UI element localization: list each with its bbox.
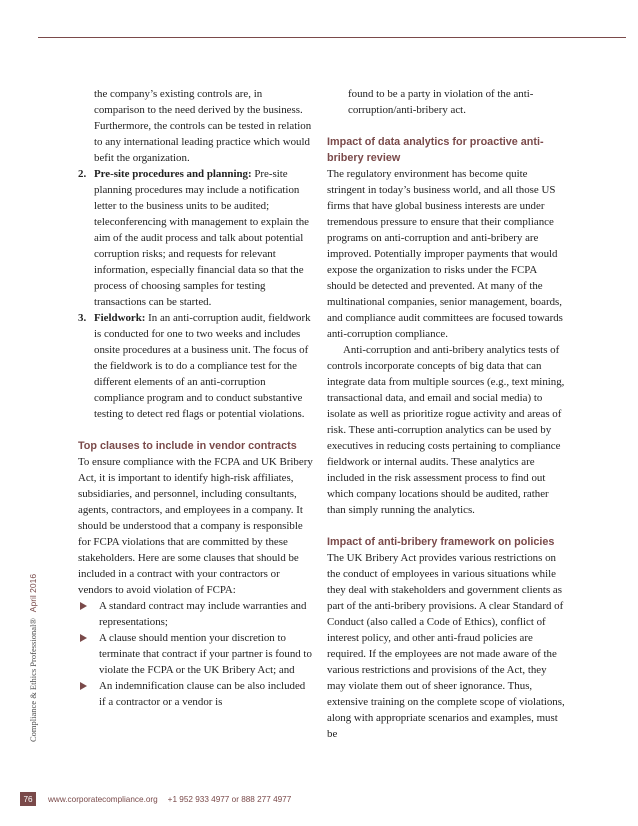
bullet-text: An indemnification clause can be also included if a contractor or a vendor is bbox=[99, 680, 306, 708]
item-text: In an anti-corruption audit, fieldwork is conducted for one to two weeks and includes onsite procedures at a business unit. The focus of the fieldwork is to do a compliance test for the different elements of an anti-corruption compliance program and to conduct substantive testing to detect red flags or potential violations. bbox=[94, 312, 311, 420]
top-rule bbox=[38, 37, 626, 38]
section-paragraph: The regulatory environment has become quite stringent in today’s business world, and all those US firms that have global business interests are under tremendous pressure to ensure that their compliance programs on anti-corruption and anti-bribery are improved. Potentially improper payments that would expose the organization to risks under the FCPA should be detected and prevented. At many of the multinational companies, senior management, boards, and compliance audit committees are focused towards anti-corruption compliance. bbox=[327, 168, 563, 340]
bullet-continuation: found to be a party in violation of the anti-corruption/anti-bribery act. bbox=[348, 88, 534, 116]
numbered-item-2 bbox=[78, 166, 314, 310]
bullet-item bbox=[78, 630, 314, 678]
bullet-item bbox=[78, 598, 314, 630]
item-number: 2. bbox=[78, 168, 87, 180]
vertical-running-header bbox=[28, 574, 38, 742]
bullet-item bbox=[78, 678, 314, 710]
page-footer bbox=[20, 791, 291, 807]
triangle-bullet-icon bbox=[80, 634, 87, 642]
section-heading-anti-bribery-framework: Impact of anti-bribery framework on policies bbox=[327, 536, 555, 548]
triangle-bullet-icon bbox=[80, 682, 87, 690]
publication-name: Compliance & Ethics Professional® bbox=[28, 618, 38, 742]
section-paragraph: Anti-corruption and anti-bribery analytics tests of controls incorporate concepts of big data that can integrate data from multiple sources (e.g., text mining, transactional data, and email and social media) to isolate as well as prioritize rogue activity and areas of risk. These anti-corruption analytics can be used by executives in reducing costs pertaining to compliance fieldwork or internal audits. These analytics are included in the risk assessment process to find out which company locations should be audited, rather than simply running the analytics. bbox=[327, 344, 565, 516]
bullet-text: A clause should mention your discretion to terminate that contract if your partner is found to violate the FCPA or the UK Bribery Act; and bbox=[99, 632, 312, 676]
left-column bbox=[78, 86, 314, 710]
issue-date: April 2016 bbox=[28, 573, 38, 613]
item-title: Pre-site procedures and planning: bbox=[94, 168, 252, 180]
right-column bbox=[327, 86, 565, 742]
website-link[interactable]: www.corporatecompliance.org bbox=[48, 794, 158, 804]
item-number: 3. bbox=[78, 312, 87, 324]
section-paragraph: To ensure compliance with the FCPA and UK Bribery Act, it is important to identify high-risk affiliates, subsidiaries, and personnel, including consultants, agents, contractors, and employees in a company. It should be understood that a company is responsible for FCPA violations that are committed by these stakeholders. Here are some clauses that should be included in a contract with your contractors or vendors to avoid violation of FCPA: bbox=[78, 456, 313, 596]
item-title: Fieldwork: bbox=[94, 312, 146, 324]
page-number: 76 bbox=[20, 792, 36, 806]
phone-numbers: +1 952 933 4977 or 888 277 4977 bbox=[167, 794, 292, 804]
section-paragraph: The UK Bribery Act provides various restrictions on the conduct of employees in various situations while they deal with stakeholders and government clients as part of the anti-bribery provisions. A clear Standard of Conduct (also called a Code of Ethics), conflict of interest policy, and other anti-fraud policies are required. If the employees are not made aware of the various restrictions and provisions of the Act, they may violate them out of sheer ignorance. Thus, extensive training on the complete scope of violations, along with appropriate scenarios and examples, must be bbox=[327, 552, 565, 740]
triangle-bullet-icon bbox=[80, 602, 87, 610]
item-text: Pre-site planning procedures may include a notification letter to the business units to be audited; teleconferencing with management to explain the aim of the audit process and talk about potential corruption risks; and requests for relevant information, especially financial data so that the process of choosing samples for testing transactions can be started. bbox=[94, 168, 310, 308]
section-heading-vendor-contracts: Top clauses to include in vendor contracts bbox=[78, 440, 297, 452]
continuation-paragraph: the company’s existing controls are, in comparison to the need derived by the business. Furthermore, the controls can be tested in relation to any international leading practice which would befit the organization. bbox=[94, 88, 312, 164]
section-heading-data-analytics: Impact of data analytics for proactive anti-bribery review bbox=[327, 136, 544, 164]
numbered-item-3 bbox=[78, 310, 314, 422]
bullet-text: A standard contract may include warranties and representations; bbox=[99, 600, 307, 628]
